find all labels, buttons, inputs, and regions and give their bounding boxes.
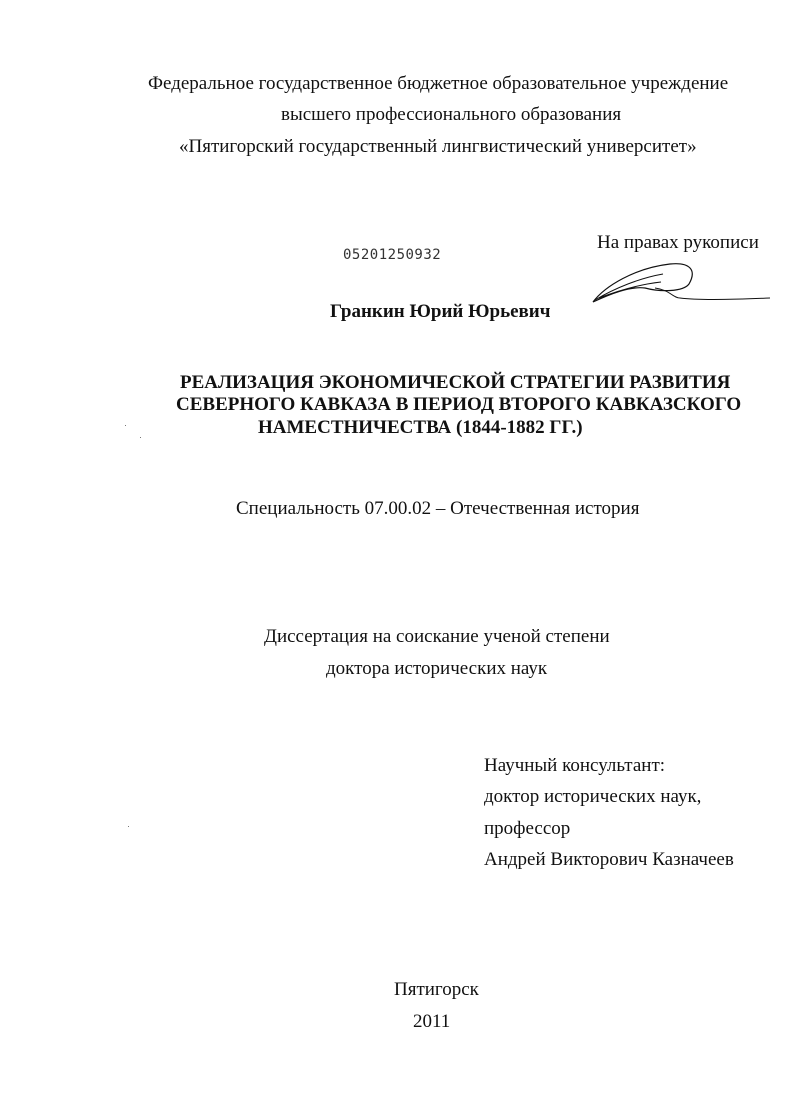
institution-line-1: Федеральное государственное бюджетное образовательное учреждение [148,73,729,94]
title-line-2: СЕВЕРНОГО КАВКАЗА В ПЕРИОД ВТОРОГО КАВКАЗСКОГО [176,394,742,415]
degree-line-2: доктора исторических наук [326,658,548,679]
consultant-name: Андрей Викторович Казначеев [484,849,734,870]
title-line-3: НАМЕСТНИЧЕСТВА (1844-1882 ГГ.) [258,417,583,438]
signature-icon [585,258,775,308]
institution-line-2: высшего профессионального образования [281,104,622,125]
year: 2011 [413,1011,451,1032]
title-line-1: РЕАЛИЗАЦИЯ ЭКОНОМИЧЕСКОЙ СТРАТЕГИИ РАЗВИТИЯ [180,372,731,393]
consultant-degree: доктор исторических наук, [484,786,702,807]
consultant-rank: профессор [484,818,571,839]
specialty: Специальность 07.00.02 – Отечественная история [236,498,640,519]
city: Пятигорск [394,979,479,1000]
author-name: Гранкин Юрий Юрьевич [330,301,551,322]
manuscript-note: На правах рукописи [597,232,759,253]
degree-line-1: Диссертация на соискание ученой степени [264,626,610,647]
registration-number: 05201250932 [343,247,442,263]
institution-line-3: «Пятигорский государственный лингвистический университет» [179,136,697,157]
consultant-label: Научный консультант: [484,755,666,776]
